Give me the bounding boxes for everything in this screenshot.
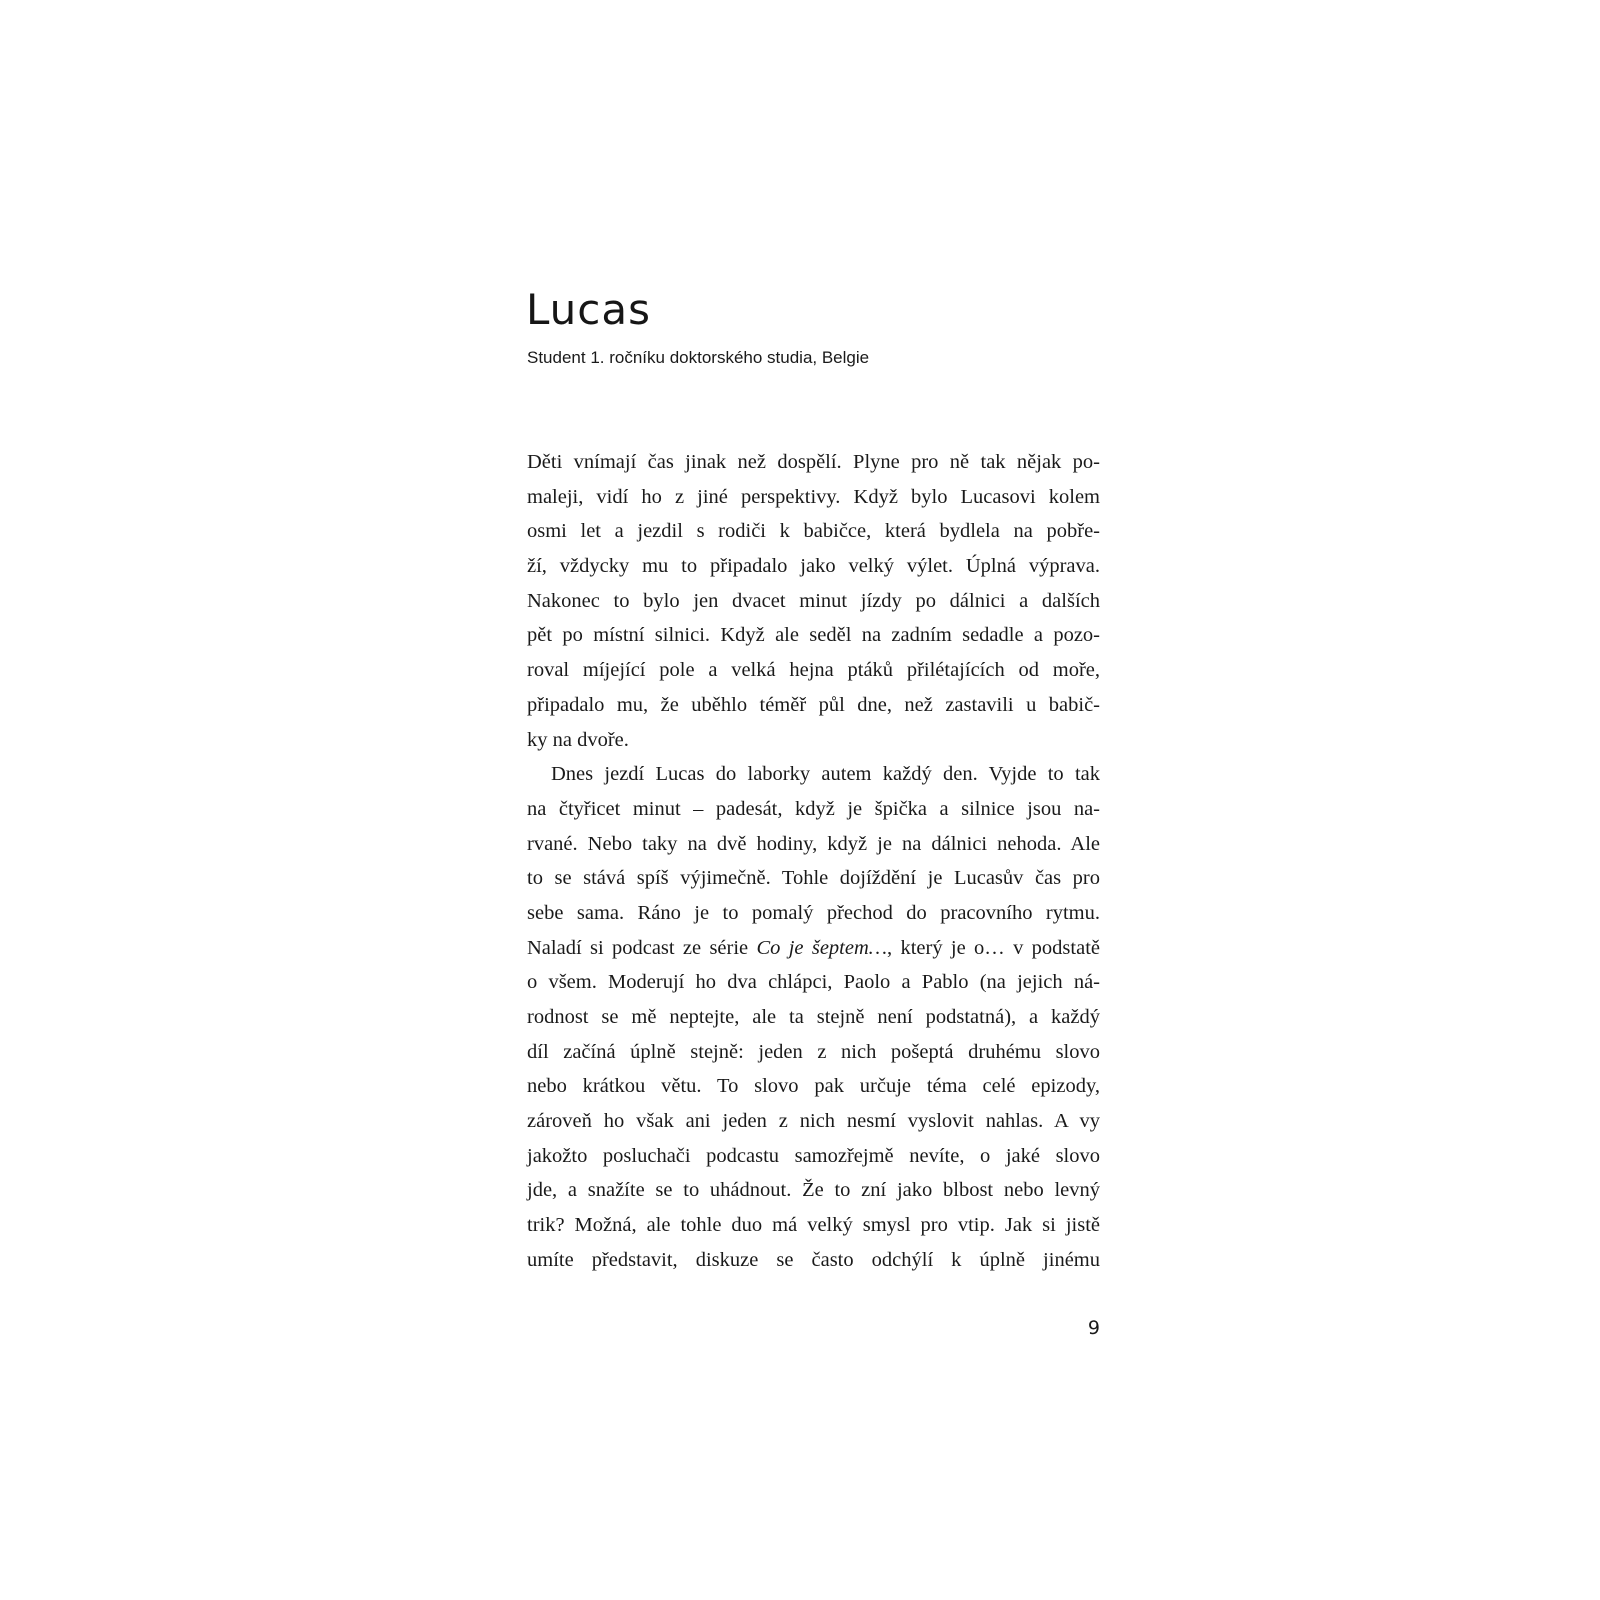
- text-line: ží, vždycky mu to připadalo jako velký výlet. Úplná výprava.: [527, 555, 1100, 578]
- text-line: jakožto posluchači podcastu samozřejmě nevíte, o jaké slovo: [527, 1144, 1100, 1167]
- chapter-title: Lucas: [526, 285, 651, 334]
- body-text: [527, 445, 1100, 1278]
- text-line: díl začíná úplně stejně: jeden z nich pošeptá druhému slovo: [527, 1040, 1100, 1063]
- text-line: umíte představit, diskuze se často odchýlí k úplně jinému: [527, 1248, 1100, 1271]
- text-run: , který je o… v podstatě: [887, 936, 1100, 959]
- text-line: Dnes jezdí Lucas do laborky autem každý den. Vyjde to tak: [551, 763, 1100, 786]
- paragraph-1: [527, 445, 1100, 757]
- text-line: na čtyřicet minut – padesát, když je špička a silnice jsou na-: [527, 797, 1100, 820]
- page-number: 9: [1087, 1317, 1100, 1339]
- text-line: trik? Možná, ale tohle duo má velký smysl pro vtip. Jak si jistě: [527, 1214, 1100, 1237]
- text-line: to se stává spíš výjimečně. Tohle dojíždění je Lucasův čas pro: [527, 867, 1100, 890]
- text-line: roval míjející pole a velká hejna ptáků přilétajících od moře,: [527, 659, 1100, 682]
- text-line: maleji, vidí ho z jiné perspektivy. Když bylo Lucasovi kolem: [527, 485, 1100, 508]
- paragraph-2: [527, 757, 1100, 1277]
- text-line: o všem. Moderují ho dva chlápci, Paolo a Pablo (na jejich ná-: [527, 971, 1100, 994]
- text-line: osmi let a jezdil s rodiči k babičce, která bydlela na pobře-: [527, 520, 1100, 543]
- text-line: jde, a snažíte se to uhádnout. Že to zní jako blbost nebo levný: [527, 1179, 1100, 1202]
- text-line: Nakonec to bylo jen dvacet minut jízdy po dálnici a dalších: [527, 589, 1100, 612]
- text-line: ky na dvoře.: [527, 728, 629, 751]
- text-line: Děti vnímají čas jinak než dospělí. Plyne pro ně tak nějak po-: [527, 451, 1100, 473]
- text-line: nebo krátkou větu. To slovo pak určuje téma celé epizody,: [527, 1075, 1100, 1098]
- text-line: rvané. Nebo taky na dvě hodiny, když je na dálnici nehoda. Ale: [527, 832, 1100, 855]
- text-line: zároveň ho však ani jeden z nich nesmí vyslovit nahlas. A vy: [527, 1110, 1100, 1133]
- chapter-subtitle: Student 1. ročníku doktorského studia, Belgie: [527, 348, 870, 367]
- text-line-podcast: [527, 931, 1100, 966]
- text-line: připadalo mu, že uběhlo téměř půl dne, než zastavili u babič-: [527, 693, 1100, 716]
- text-line: sebe sama. Ráno je to pomalý přechod do pracovního rytmu.: [527, 901, 1100, 924]
- text-line: rodnost se mě neptejte, ale ta stejně není podstatná), a každý: [527, 1006, 1100, 1028]
- podcast-title: Co je šeptem…: [756, 936, 887, 959]
- text-run: Naladí si podcast ze série: [527, 936, 757, 959]
- text-line: pět po místní silnici. Když ale seděl na zadním sedadle a pozo-: [527, 624, 1100, 647]
